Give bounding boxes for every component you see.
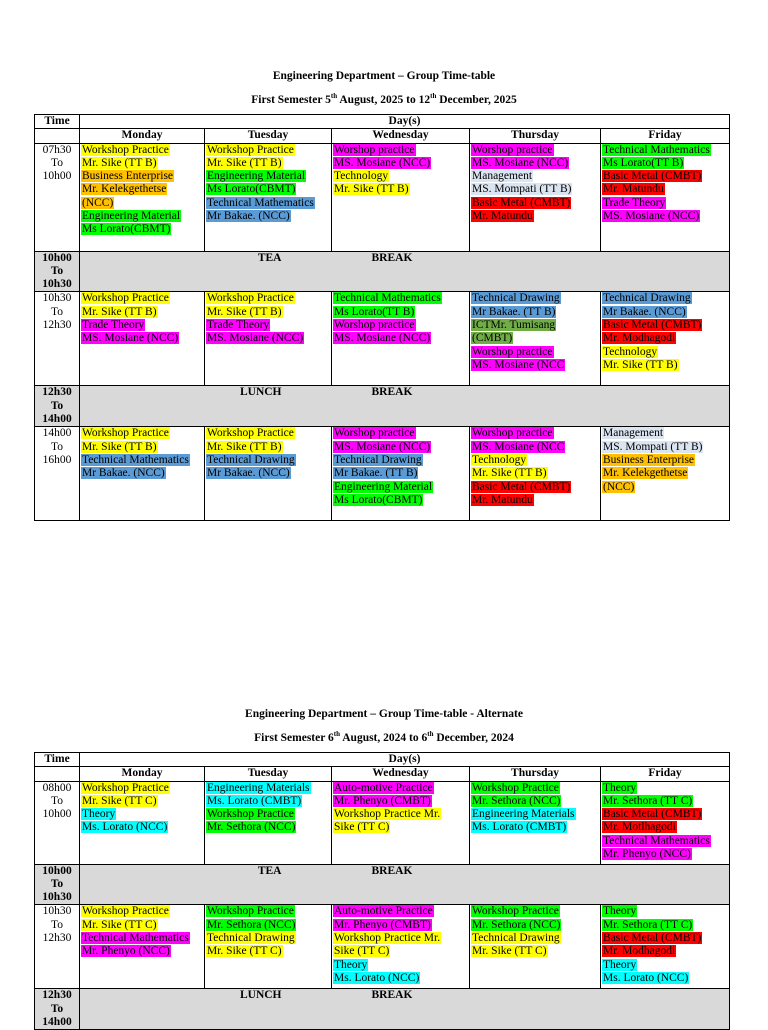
day-names-row: [35, 129, 730, 143]
class-entry-text: Mr. Sike (TT B): [82, 440, 157, 453]
time-text: To: [51, 305, 63, 318]
timetable-1-semester: [0, 92, 768, 106]
class-entry-text: Mr. Modhagodi: [603, 332, 676, 345]
class-entry-text: Workshop Practice Mr.: [334, 808, 441, 821]
class-entry-text: Technical Drawing: [207, 932, 295, 945]
time-slot: [35, 386, 80, 427]
class-entry-text: Mr. Sethora (NCC): [207, 821, 296, 834]
break-row: [35, 386, 730, 427]
class-entry-text: Ms Lorato(CBMT): [82, 223, 171, 236]
class-entry-text: Basic Metal (CMBT): [603, 170, 702, 183]
class-entry-text: Mr. Sethora (NCC): [472, 794, 561, 807]
class-entry-text: Mr. Matundu: [472, 493, 533, 506]
semester-text: First Semester 6: [254, 731, 334, 744]
class-entry-text: Worshop practice: [472, 427, 553, 440]
time-text: 12h30: [42, 386, 72, 399]
day-monday: Monday: [80, 129, 205, 143]
class-cell-friday: [601, 781, 730, 864]
class-entry-text: Basic Metal (CMBT): [603, 808, 702, 821]
class-entry-text: Engineering Materials: [472, 808, 575, 821]
time-text: 10h30: [42, 278, 72, 291]
class-entry-text: Ms Lorato(CBMT): [334, 493, 423, 506]
time-text: 10h00: [42, 808, 72, 821]
day-tuesday: Tuesday: [205, 129, 332, 143]
day-wednesday: Wednesday: [332, 767, 470, 781]
class-cell-friday: [601, 292, 730, 386]
time-text: 16h00: [42, 453, 72, 466]
class-cell-friday: [601, 143, 730, 251]
semester-text: December, 2025: [436, 93, 517, 106]
header-row: [35, 753, 730, 767]
ordinal-suffix: th: [333, 730, 340, 738]
break-label: LUNCH: [80, 989, 332, 1030]
class-cell-wednesday: [332, 143, 470, 251]
class-entry-text: Technical Mathematics: [82, 932, 189, 945]
class-entry-text: Technical Mathematics: [603, 834, 710, 847]
time-slot: [35, 143, 80, 251]
time-text: 10h00: [42, 864, 72, 877]
days-header: Day(s): [80, 115, 730, 129]
day-names-row: [35, 767, 730, 781]
class-entry-text: Technical Drawing: [334, 453, 422, 466]
class-entry-text: Workshop Practice: [207, 292, 294, 305]
time-header: Time: [35, 115, 80, 129]
class-entry-text: Business Enterprise: [82, 170, 174, 183]
class-entry-text: Mr. Motlhagodi: [603, 821, 676, 834]
time-text: To: [50, 877, 64, 890]
time-text: 10h30: [42, 292, 72, 305]
time-text: To: [51, 918, 63, 931]
class-entry-text: Mr. Matundu: [472, 210, 533, 223]
class-entry-text: Mr. Sike (TT C): [472, 945, 547, 958]
class-entry-text: Technical Mathematics: [82, 453, 189, 466]
class-entry-text: Ms Lorato(TT B): [334, 305, 415, 318]
class-entry-text: Sike (TT C): [334, 945, 390, 958]
class-entry-text: Workshop Practice: [82, 292, 169, 305]
class-entry-text: Mr Bakae. (TT B): [334, 467, 418, 480]
day-thursday: Thursday: [470, 129, 601, 143]
class-entry-text: Mr. Sike (TT B): [472, 467, 547, 480]
class-entry-text: Engineering Material: [334, 480, 433, 493]
class-cell-tuesday: [205, 905, 332, 989]
time-text: To: [51, 794, 63, 807]
time-slot: [35, 864, 80, 905]
class-entry-text: Theory: [334, 958, 368, 971]
class-entry-text: (NCC): [82, 196, 114, 209]
class-entry-text: Mr. Sethora (TT C): [603, 794, 693, 807]
header-row: [35, 115, 730, 129]
class-entry-text: Mr. Phenyo (NCC): [82, 945, 170, 958]
class-cell-thursday: [470, 905, 601, 989]
time-slot: [35, 905, 80, 989]
class-entry-text: Mr. Sike (TT B): [82, 305, 157, 318]
time-text: To: [51, 440, 63, 453]
time-text: 07h30: [42, 143, 72, 156]
class-entry-text: Mr. Modhagodi: [603, 945, 676, 958]
time-text: 14h00: [42, 413, 72, 426]
class-entry-text: Mr Bakae. (NCC): [82, 467, 165, 480]
class-entry-text: Mr. Phenyo (CMBT): [334, 794, 431, 807]
class-entry-text: Ms Lorato(TT B): [603, 156, 684, 169]
timetable-2: [34, 752, 730, 1030]
class-entry-text: Workshop Practice: [82, 781, 169, 794]
class-entry-text: Ms. Lorato (CMBT): [472, 821, 567, 834]
semester-text: August, 2024 to 6: [340, 731, 428, 744]
class-entry-text: Technical Drawing: [207, 453, 295, 466]
class-entry-text: MS. Mosiane (NCC): [207, 332, 304, 345]
class-entry-text: Mr. Sike (TT C): [82, 918, 157, 931]
class-entry-text: Mr. Sethora (TT C): [603, 918, 693, 931]
day-wednesday: Wednesday: [332, 129, 470, 143]
class-entry-text: Sike (TT C): [334, 821, 390, 834]
class-entry-text: Mr Bakae. (NCC): [207, 210, 290, 223]
class-cell-wednesday: [332, 781, 470, 864]
class-entry-text: Ms. Lorato (NCC): [334, 971, 420, 984]
day-friday: Friday: [601, 767, 730, 781]
timetable-1: [34, 114, 730, 521]
class-entry-text: MS. Mosiane (NCC: [472, 358, 565, 371]
class-cell-friday: [601, 427, 730, 521]
class-entry-text: MS. Mosiane (NCC): [334, 440, 431, 453]
class-entry-text: Engineering Material: [207, 170, 306, 183]
class-entry-text: Mr. Sike (TT B): [207, 440, 282, 453]
class-entry-text: Worshop practice: [472, 143, 553, 156]
class-entry-text: Worshop practice: [472, 345, 553, 358]
class-entry-text: Basic Metal (CMBT): [603, 932, 702, 945]
class-entry-text: MS. Mompati (TT B): [603, 440, 703, 453]
class-entry-text: Engineering Materials: [207, 781, 310, 794]
class-entry-text: Mr. Sike (TT B): [82, 156, 157, 169]
class-entry-text: Basic Metal (CMBT): [472, 480, 571, 493]
break-label: TEA: [80, 251, 332, 292]
period-row: [35, 427, 730, 521]
class-entry-text: Mr Bakae. (NCC): [207, 467, 290, 480]
time-slot: [35, 292, 80, 386]
class-entry-text: Technical Mathematics: [207, 196, 314, 209]
time-header-blank: [35, 129, 80, 143]
class-cell-tuesday: [205, 143, 332, 251]
class-entry-text: Technical Mathematics: [334, 292, 441, 305]
class-entry-text: Mr. Sike (TT C): [207, 945, 282, 958]
time-text: 10h30: [42, 905, 72, 918]
break-label: LUNCH: [80, 386, 332, 427]
class-cell-monday: [80, 292, 205, 386]
class-cell-monday: [80, 781, 205, 864]
time-slot: [35, 781, 80, 864]
time-text: 10h00: [42, 251, 72, 264]
class-entry-text: Technical Mathematics: [603, 143, 710, 156]
class-entry-text: Theory: [603, 781, 637, 794]
timetable-2-semester: [0, 730, 768, 744]
break-label: TEA: [80, 864, 332, 905]
timetable-1-title: Engineering Department – Group Time-table: [272, 70, 496, 82]
class-entry-text: Basic Metal (CMBT): [603, 319, 702, 332]
class-entry-text: Mr. Sike (TT B): [207, 156, 282, 169]
class-entry-text: Workshop Practice: [207, 143, 294, 156]
class-entry-text: Trade Theory: [82, 319, 145, 332]
break-label: BREAK: [332, 989, 730, 1030]
class-entry-text: Theory: [82, 808, 116, 821]
time-slot: [35, 427, 80, 521]
time-text: 12h30: [42, 932, 72, 945]
class-entry-text: Trade Theory: [603, 196, 666, 209]
class-cell-thursday: [470, 143, 601, 251]
class-entry-text: Mr. Sike (TT B): [603, 358, 678, 371]
class-entry-text: Auto-motive Practice: [334, 781, 433, 794]
class-cell-thursday: [470, 781, 601, 864]
class-entry-text: Workshop Practice: [207, 427, 294, 440]
class-entry-text: Auto-motive Practice: [334, 905, 433, 918]
class-entry-text: MS. Mosiane (NCC): [472, 156, 569, 169]
time-header: Time: [35, 753, 80, 767]
time-text: 12h30: [42, 989, 72, 1002]
class-entry-text: Worshop practice: [334, 427, 415, 440]
class-entry-text: MS. Mompati (TT B): [472, 183, 572, 196]
period-row: [35, 143, 730, 251]
time-text: 08h00: [42, 781, 72, 794]
class-cell-tuesday: [205, 781, 332, 864]
class-entry-text: Mr. Matundu: [603, 183, 664, 196]
class-entry-text: Trade Theory: [207, 319, 270, 332]
days-header: Day(s): [80, 753, 730, 767]
class-entry-text: Basic Metal (CMBT): [472, 196, 571, 209]
class-entry-text: Mr. Sike (TT B): [207, 305, 282, 318]
class-entry-text: Workshop Practice: [207, 905, 294, 918]
class-entry-text: Mr. Sethora (NCC): [207, 918, 296, 931]
day-tuesday: Tuesday: [205, 767, 332, 781]
class-entry-text: Technology: [472, 453, 527, 466]
day-friday: Friday: [601, 129, 730, 143]
class-entry-text: Mr. Kelekgethetse: [82, 183, 167, 196]
ordinal-suffix: th: [430, 92, 437, 100]
time-header-blank: [35, 767, 80, 781]
class-cell-friday: [601, 905, 730, 989]
class-entry-text: Mr. Phenyo (NCC): [603, 848, 691, 861]
time-text: To: [50, 264, 64, 277]
class-entry-text: Workshop Practice: [472, 905, 559, 918]
class-entry-text: MS. Mosiane (NCC: [472, 440, 565, 453]
class-entry-text: Technical Drawing: [603, 292, 691, 305]
time-text: 10h30: [42, 891, 72, 904]
class-entry-text: Business Enterprise: [603, 453, 695, 466]
class-entry-text: Mr. Sethora (NCC): [472, 918, 561, 931]
class-entry-text: Technology: [334, 170, 389, 183]
time-text: 14h00: [42, 427, 72, 440]
time-text: 10h00: [42, 170, 72, 183]
class-entry-text: MS. Mosiane (NCC): [334, 156, 431, 169]
class-entry-text: Theory: [603, 958, 637, 971]
break-row: [35, 251, 730, 292]
class-cell-monday: [80, 143, 205, 251]
class-entry-text: Workshop Practice: [207, 808, 294, 821]
class-entry-text: Workshop Practice: [82, 427, 169, 440]
period-row: [35, 781, 730, 864]
semester-text: December, 2024: [433, 731, 514, 744]
class-entry-text: Mr Bakae. (NCC): [603, 305, 686, 318]
class-entry-text: (CMBT): [472, 332, 513, 345]
class-entry-text: Engineering Material: [82, 210, 181, 223]
class-cell-thursday: [470, 427, 601, 521]
class-entry-text: Mr. Phenyo (CMBT): [334, 918, 431, 931]
class-entry-text: Management: [603, 427, 664, 440]
time-text: To: [51, 156, 63, 169]
class-entry-text: Mr. Sike (TT C): [82, 794, 157, 807]
class-entry-text: Workshop Practice Mr.: [334, 932, 441, 945]
break-label: BREAK: [332, 864, 730, 905]
class-cell-tuesday: [205, 292, 332, 386]
semester-text: August, 2025 to 12: [337, 93, 431, 106]
time-slot: [35, 251, 80, 292]
class-entry-text: Technical Drawing: [472, 292, 560, 305]
class-cell-thursday: [470, 292, 601, 386]
class-entry-text: MS. Mosiane (NCC): [82, 332, 179, 345]
class-entry-text: Technical Drawing: [472, 932, 560, 945]
period-row: [35, 292, 730, 386]
class-entry-text: MS. Mosiane (NCC): [334, 332, 431, 345]
class-entry-text: Mr. Sike (TT B): [334, 183, 409, 196]
class-entry-text: Mr Bakae. (TT B): [472, 305, 556, 318]
break-row: [35, 864, 730, 905]
class-entry-text: Ms. Lorato (CMBT): [207, 794, 302, 807]
class-cell-wednesday: [332, 427, 470, 521]
class-cell-monday: [80, 905, 205, 989]
class-entry-text: Worshop practice: [334, 319, 415, 332]
class-entry-text: Mr. Kelekgethetse: [603, 467, 688, 480]
class-entry-text: Ms Lorato(CBMT): [207, 183, 296, 196]
class-entry-text: Management: [472, 170, 533, 183]
class-entry-text: Workshop Practice: [82, 905, 169, 918]
period-row: [35, 905, 730, 989]
class-cell-wednesday: [332, 292, 470, 386]
day-monday: Monday: [80, 767, 205, 781]
day-thursday: Thursday: [470, 767, 601, 781]
time-text: 14h00: [42, 1016, 72, 1029]
semester-text: First Semester 5: [251, 93, 331, 106]
ordinal-suffix: th: [330, 92, 338, 100]
time-text: To: [50, 1002, 64, 1015]
class-cell-wednesday: [332, 905, 470, 989]
timetable-2-title: Engineering Department – Group Time-table - Alternate: [245, 708, 523, 720]
class-entry-text: Ms. Lorato (NCC): [82, 821, 168, 834]
class-entry-text: MS. Mosiane (NCC): [603, 210, 700, 223]
time-text: To: [50, 399, 64, 412]
class-entry-text: Workshop Practice: [472, 781, 559, 794]
class-entry-text: Technology: [603, 345, 658, 358]
class-cell-tuesday: [205, 427, 332, 521]
class-entry-text: Workshop Practice: [82, 143, 169, 156]
class-entry-text: Worshop practice: [334, 143, 415, 156]
time-text: 12h30: [42, 319, 72, 332]
break-label: BREAK: [332, 251, 730, 292]
class-entry-text: Theory: [603, 905, 637, 918]
class-entry-text: ICTMr. Tumisang: [472, 319, 556, 332]
class-cell-monday: [80, 427, 205, 521]
break-label: BREAK: [332, 386, 730, 427]
class-entry-text: (NCC): [603, 480, 635, 493]
class-entry-text: Ms. Lorato (NCC): [603, 971, 689, 984]
ordinal-suffix: th: [427, 730, 434, 738]
